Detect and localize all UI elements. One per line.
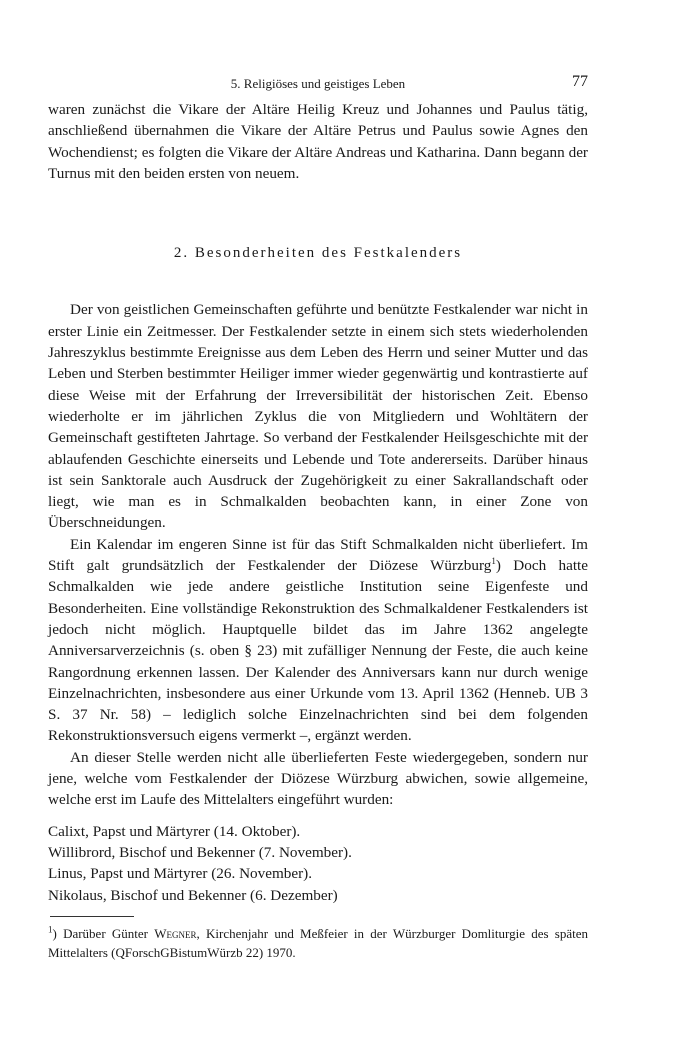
feast-item: Linus, Papst und Märtyrer (26. November).	[48, 865, 313, 883]
feast-item: Calixt, Papst und Märtyrer (14. Oktober).	[48, 822, 301, 840]
footnote-text-end: , Kirchenjahr und Meßfeier in der Würzburger Domliturgie des späten Mittelalters (QForschGBistumWürzb 22) 1970.	[48, 926, 589, 960]
feast-item: Nikolaus, Bischof und Bekenner (6. Dezember)	[48, 886, 338, 904]
feast-item: Willibrord, Bischof und Bekenner (7. November).	[48, 843, 352, 861]
body-text	[48, 99, 588, 906]
paragraph-kalendar-rest: ) Doch hatte Schmalkalden wie jede andere geistliche Institution seine Eigenfeste und Besonderheiten. Eine vollständige Rekonstruktion des Schmalkaldener Festkalenders ist jedoch nicht möglich. Hauptquelle bildet das im Jahre 1362 angelegte Anniversarverzeichnis (s. oben § 23) mit zufälliger Nennung der Feste, die auch keine Rangordnung erkennen lassen. Der Kalender des Anniversars kann nur durch wenige Einzelnachrichten, insbesondere aus einer Urkunde vom 13. April 1362 (Henneb. UB 3 S. 37 Nr. 58) – lediglich solche Einzelnachrichten sind bei dem folgenden Rekonstruktionsversuch eigens vermerkt –, ergänzt werden.	[48, 557, 588, 745]
footnote-text	[48, 924, 588, 962]
footnote-divider	[50, 916, 134, 917]
book-page	[48, 0, 588, 1052]
footnote-marker: 1	[48, 924, 53, 935]
feast-list	[48, 821, 588, 906]
intro-paragraph: waren zunächst die Vikare der Altäre Heilig Kreuz und Johannes und Paulus tätig, anschließend übernahmen die Vikare der Altäre Petrus und Paulus sowie Agnes den Wochendienst; es folgten die Vikare der Altäre Andreas und Katharina. Dann begann der Turnus mit den beiden ersten von neuem.	[48, 101, 588, 182]
running-head	[48, 73, 588, 93]
footnote-author: Wegner	[154, 926, 197, 941]
footnote-area	[48, 916, 588, 962]
footnote-reference[interactable]: 1	[491, 555, 496, 566]
paragraph-kalendar	[48, 534, 588, 747]
paragraph-feste: An dieser Stelle werden nicht alle überlieferten Feste wiedergegeben, sondern nur jene, welche vom Festkalender der Diözese Würzburg abwichen, sowie allgemeine, welche erst im Laufe des Mittelalters eingeführt wurden:	[48, 748, 588, 809]
footnote-text-start: ) Darüber Günter	[52, 926, 155, 941]
page-number: 77	[572, 73, 588, 90]
section-heading: 2. Besonderheiten des Festkalenders	[173, 245, 463, 262]
running-head-title: 5. Religiöses und geistiges Leben	[230, 76, 406, 91]
paragraph-festkalender: Der von geistlichen Gemeinschaften geführte und benützte Festkalender war nicht in erster Linie ein Zeitmesser. Der Festkalender setzte in einem sich stets wiederholenden Jahreszyklus bestimmte Ereignisse aus dem Leben des Herrn und seiner Mutter und das Leben und Sterben bestimmter Heiliger immer wieder gegenwärtig und kontrastierte auf diese Weise mit der Erfahrung der Irreversibilität der historischen Zeit. Ebenso wiederholte er im jährlichen Zyklus die von Mitgliedern und Wohltätern der Gemeinschaft gestifteten Jahrtage. So verband der Festkalender Heilsgeschichte mit der ablaufenden Geschichte einerseits und Lebende und Tote andererseits. Darüber hinaus ist sein Sanktorale auch Ausdruck der Zugehörigkeit zu einer Sakrallandschaft oder liegt, wie man es in Schmalkalden beobachten kann, in einer Zone von Überschneidungen.	[48, 301, 588, 532]
paragraph-kalendar-start: Ein Kalendar im engeren Sinne ist für das Stift Schmalkalden nicht überliefert. Im Stift galt grundsätzlich der Festkalender der Diözese Würzburg	[48, 535, 588, 575]
